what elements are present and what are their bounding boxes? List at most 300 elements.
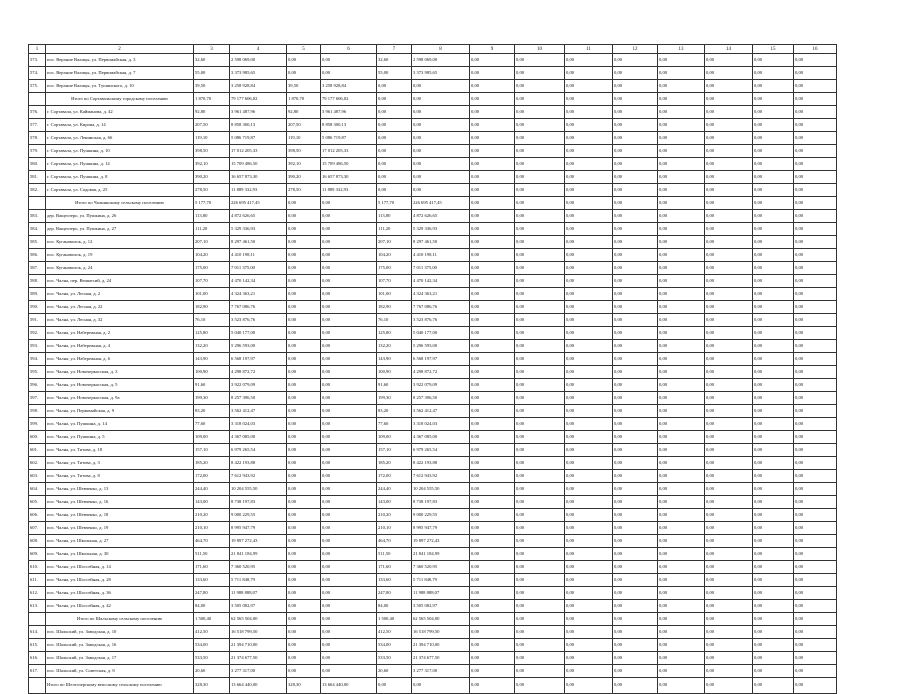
value-cell: 0,00 [705,431,753,444]
value-cell: 3 562 412,47 [230,405,287,418]
value-cell: 207,50 [287,119,321,132]
value-cell: 0,00 [658,119,705,132]
value-cell: 0,00 [658,80,705,93]
value-cell: 13 664 440,00 [230,678,287,694]
value-cell: 0,00 [794,574,837,587]
value-cell: 0,00 [515,353,565,366]
value-cell: 0,00 [613,236,658,249]
value-cell: 77,60 [377,418,412,431]
value-cell: 8 297 461,50 [230,236,287,249]
value-cell: 0,00 [705,678,753,694]
address-cell: пос. Чална, ул. Пушкина, д. 14 [46,418,194,431]
value-cell: 0,00 [613,288,658,301]
value-cell: 0,00 [470,262,515,275]
value-cell: 0,00 [658,67,705,80]
value-cell: 0,00 [321,522,377,535]
value-cell: 0,00 [753,132,794,145]
value-cell: 0,00 [470,158,515,171]
value-cell: 7 612 943,92 [412,470,470,483]
row-number-cell: 579. [29,145,46,158]
value-cell: 0,00 [321,600,377,613]
value-cell: 107,70 [194,275,230,288]
value-cell: 0,00 [470,418,515,431]
table-row [29,171,837,184]
row-number-cell: 615. [29,639,46,652]
value-cell: 0,00 [794,223,837,236]
value-cell: 226 695 417,45 [230,197,287,210]
value-cell: 4 298 872,72 [230,366,287,379]
value-cell: 0,00 [705,418,753,431]
value-cell: 0,00 [613,106,658,119]
value-cell: 207,50 [194,119,230,132]
value-cell: 0,00 [613,665,658,678]
value-cell: 0,00 [470,54,515,67]
table-row [29,600,837,613]
value-cell: 0,00 [705,106,753,119]
value-cell: 0,00 [412,184,470,197]
value-cell: 0,00 [470,171,515,184]
value-cell: 0,00 [470,548,515,561]
value-cell: 7 767 086,76 [412,301,470,314]
value-cell: 0,00 [515,275,565,288]
value-cell: 3 277 317,00 [230,665,287,678]
address-cell: пос. Чална, ул. Пушкина, д. 5 [46,431,194,444]
value-cell: 0,00 [321,639,377,652]
row-number-cell: 595. [29,366,46,379]
row-number-cell: 610. [29,561,46,574]
value-cell: 55,00 [194,67,230,80]
value-cell: 6 568 197,97 [230,353,287,366]
value-cell: 0,00 [321,288,377,301]
row-number-cell: 598. [29,405,46,418]
value-cell: 0,00 [658,223,705,236]
value-cell: 4 367 085,00 [412,431,470,444]
table-row [29,405,837,418]
row-number-cell: 582. [29,184,46,197]
value-cell: 109,00 [194,431,230,444]
value-cell: 0,00 [658,574,705,587]
value-cell: 0,00 [753,470,794,483]
value-cell: 0,00 [565,340,613,353]
table-row [29,522,837,535]
value-cell: 0,00 [658,496,705,509]
table-row [29,392,837,405]
value-cell: 79 177 606,02 [321,93,377,106]
value-cell: 7 011 375,00 [412,262,470,275]
value-cell: 0,00 [565,678,613,694]
value-cell: 55,00 [377,67,412,80]
row-number-cell: 586. [29,249,46,262]
value-cell: 4 470 142,34 [230,275,287,288]
address-cell: дер. Ващеозеро, ул. Пушкина, д. 26 [46,210,194,223]
value-cell: 0,00 [412,158,470,171]
value-cell: 0,00 [658,509,705,522]
address-cell: пос. Чална, ул. Набережная, д. 6 [46,353,194,366]
value-cell: 392,10 [287,158,321,171]
value-cell: 3 523 876,76 [230,314,287,327]
value-cell: 0,00 [794,132,837,145]
table-row [29,496,837,509]
table-row [29,327,837,340]
row-number-cell: 600. [29,431,46,444]
value-cell: 0,00 [515,119,565,132]
value-cell: 0,00 [515,470,565,483]
value-cell: 0,00 [377,678,412,694]
value-cell: 16 518 799,50 [230,626,287,639]
value-cell: 533,50 [377,652,412,665]
value-cell: 0,00 [565,197,613,210]
value-cell: 0,00 [321,275,377,288]
value-cell: 21 374 677,50 [230,652,287,665]
value-cell: 0,00 [794,80,837,93]
table-row [29,236,837,249]
value-cell: 172,00 [377,470,412,483]
value-cell: 0,00 [658,431,705,444]
value-cell: 5 296 593,00 [230,340,287,353]
value-cell: 0,00 [470,600,515,613]
value-cell: 91,60 [377,379,412,392]
table-row [29,106,837,119]
value-cell: 0,00 [470,132,515,145]
value-cell: 4 872 626,65 [412,210,470,223]
value-cell: 0,00 [470,496,515,509]
value-cell: 0,00 [515,379,565,392]
value-cell: 0,00 [794,600,837,613]
value-cell: 0,00 [613,483,658,496]
value-cell: 0,00 [658,405,705,418]
value-cell: 534,00 [194,639,230,652]
value-cell: 0,00 [705,132,753,145]
value-cell: 0,00 [515,548,565,561]
subtotal-label-cell: Итого по Сортавальскому городскому поселению [46,93,194,106]
value-cell: 6 568 197,97 [412,353,470,366]
value-cell: 0,00 [412,119,470,132]
value-cell: 0,00 [753,444,794,457]
row-number-cell: 606. [29,509,46,522]
address-cell: г. Сортавала, ул. Кайманова, д. 42 [46,106,194,119]
value-cell: 0,00 [470,106,515,119]
value-cell: 412,50 [377,626,412,639]
value-cell: 0,00 [470,405,515,418]
value-cell: 0,00 [515,600,565,613]
value-cell: 0,00 [658,379,705,392]
address-cell: пос. Чална, ул. Шоссейная, д. 14 [46,561,194,574]
value-cell: 0,00 [658,184,705,197]
value-cell: 20,60 [377,665,412,678]
value-cell: 0,00 [753,379,794,392]
value-cell: 0,00 [794,314,837,327]
value-cell: 0,00 [565,80,613,93]
address-cell: пос. Куганаволок, д. 19 [46,249,194,262]
value-cell: 0,00 [470,275,515,288]
value-cell: 0,00 [658,106,705,119]
table-row [29,54,837,67]
value-cell: 0,00 [753,665,794,678]
value-cell: 0,00 [658,470,705,483]
row-number-cell: 591. [29,314,46,327]
value-cell: 0,00 [321,561,377,574]
value-cell: 0,00 [658,210,705,223]
value-cell: 0,00 [658,392,705,405]
row-number-cell: 616. [29,652,46,665]
value-cell: 464,70 [377,535,412,548]
table-row [29,366,837,379]
row-number-cell: 576. [29,106,46,119]
value-cell: 0,00 [515,418,565,431]
value-cell: 0,00 [470,119,515,132]
value-cell: 3 505 082,97 [230,600,287,613]
row-number-cell: 575. [29,80,46,93]
value-cell: 0,00 [794,353,837,366]
value-cell: 39,50 [194,80,230,93]
value-cell: 3 373 985,65 [230,67,287,80]
row-number-cell: 583. [29,210,46,223]
value-cell: 226 695 417,45 [412,197,470,210]
value-cell: 3 922 079,09 [230,379,287,392]
value-cell: 175,00 [377,262,412,275]
address-cell: пос. Куганаволок, д. 12 [46,236,194,249]
value-cell: 0,00 [658,314,705,327]
value-cell: 392,10 [194,158,230,171]
value-cell: 0,00 [705,496,753,509]
column-header: 1 [29,45,46,54]
value-cell: 17 012 205,33 [321,145,377,158]
row-number-cell: 601. [29,444,46,457]
value-cell: 0,00 [287,652,321,665]
value-cell: 0,00 [321,548,377,561]
address-cell: пос. Чална, ул. Лесная, д. 22 [46,301,194,314]
value-cell: 2 598 069,00 [230,54,287,67]
value-cell: 0,00 [753,275,794,288]
value-cell: 0,00 [287,392,321,405]
value-cell: 0,00 [470,613,515,626]
value-cell: 143,90 [194,353,230,366]
value-cell: 0,00 [377,106,412,119]
value-cell: 0,00 [565,483,613,496]
value-cell: 0,00 [321,327,377,340]
value-cell: 0,00 [515,444,565,457]
value-cell: 0,00 [377,171,412,184]
value-cell: 171,60 [377,561,412,574]
value-cell: 0,00 [613,405,658,418]
value-cell: 0,00 [705,145,753,158]
value-cell: 0,00 [794,106,837,119]
value-cell: 5 040 177,00 [412,327,470,340]
value-cell: 0,00 [515,392,565,405]
value-cell: 210,10 [194,522,230,535]
value-cell: 0,00 [658,483,705,496]
subtotal-row [29,613,837,626]
value-cell: 0,00 [470,249,515,262]
value-cell: 0,00 [321,379,377,392]
address-cell: пос. Чална, ул. Школьная, д. 27 [46,535,194,548]
table-row [29,626,837,639]
value-cell: 143,90 [377,353,412,366]
row-number-cell: 605. [29,496,46,509]
address-cell: г. Сортавала, ул. Пушкина, д. 10 [46,145,194,158]
value-cell: 20,60 [194,665,230,678]
value-cell: 0,00 [287,535,321,548]
value-cell: 0,00 [613,197,658,210]
value-cell: 0,00 [287,197,321,210]
value-cell: 104,20 [377,249,412,262]
value-cell: 0,00 [412,80,470,93]
value-cell: 0,00 [794,119,837,132]
table-row [29,301,837,314]
value-cell: 0,00 [470,483,515,496]
value-cell: 0,00 [287,275,321,288]
value-cell: 0,00 [705,236,753,249]
value-cell: 0,00 [613,639,658,652]
value-cell: 0,00 [753,353,794,366]
value-cell: 0,00 [321,301,377,314]
value-cell: 0,00 [705,509,753,522]
value-cell: 0,00 [794,249,837,262]
value-cell: 0,00 [470,93,515,106]
value-cell: 0,00 [321,613,377,626]
value-cell: 398,50 [194,145,230,158]
value-cell: 0,00 [287,54,321,67]
value-cell: 0,00 [613,366,658,379]
value-cell: 0,00 [613,600,658,613]
value-cell: 0,00 [287,626,321,639]
value-cell: 511,50 [194,548,230,561]
value-cell: 0,00 [658,522,705,535]
value-cell: 0,00 [613,93,658,106]
value-cell: 0,00 [287,249,321,262]
value-cell: 0,00 [753,587,794,600]
value-cell: 0,00 [515,184,565,197]
value-cell: 0,00 [705,262,753,275]
value-cell: 0,00 [613,418,658,431]
address-cell: пос. Чална, ул. Набережная, д. 2 [46,327,194,340]
value-cell: 0,00 [658,262,705,275]
value-cell: 247,80 [194,587,230,600]
value-cell: 4 367 085,00 [230,431,287,444]
value-cell: 0,00 [321,392,377,405]
table-row [29,262,837,275]
value-cell: 0,00 [377,132,412,145]
value-cell: 132,20 [194,340,230,353]
value-cell: 107,70 [377,275,412,288]
value-cell: 0,00 [613,223,658,236]
value-cell: 11 988 888,07 [230,587,287,600]
value-cell: 0,00 [377,93,412,106]
value-cell: 0,00 [470,223,515,236]
value-cell: 0,00 [658,145,705,158]
value-cell: 0,00 [565,171,613,184]
row-number-cell: 613. [29,600,46,613]
value-cell: 0,00 [321,353,377,366]
value-cell: 0,00 [794,587,837,600]
value-cell: 328,30 [287,678,321,694]
value-cell: 278,50 [194,184,230,197]
value-cell: 0,00 [515,223,565,236]
value-cell: 76,10 [377,314,412,327]
value-cell: 0,00 [515,431,565,444]
value-cell: 0,00 [565,301,613,314]
value-cell: 0,00 [613,119,658,132]
value-cell: 0,00 [794,665,837,678]
value-cell: 0,00 [613,54,658,67]
value-cell: 8 422 193,88 [412,457,470,470]
value-cell: 39,50 [287,80,321,93]
value-cell: 0,00 [321,496,377,509]
value-cell: 0,00 [515,158,565,171]
value-cell: 0,00 [705,275,753,288]
value-cell: 0,00 [753,145,794,158]
value-cell: 8 422 193,88 [230,457,287,470]
value-cell: 1 500,40 [377,613,412,626]
value-cell: 0,00 [515,327,565,340]
address-cell: г. Сортавала, ул. Пушкина, д. 8 [46,171,194,184]
address-cell: г. Сортавала, ул. Ленинская, д. 66 [46,132,194,145]
value-cell: 0,00 [753,314,794,327]
row-number-cell: 589. [29,288,46,301]
value-cell: 0,00 [658,236,705,249]
value-cell: 0,00 [705,535,753,548]
table-row [29,574,837,587]
value-cell: 157,10 [194,444,230,457]
value-cell: 0,00 [613,80,658,93]
column-header: 10 [515,45,565,54]
value-cell: 3 562 412,47 [412,405,470,418]
value-cell: 0,00 [565,652,613,665]
value-cell: 0,00 [705,301,753,314]
table-row [29,509,837,522]
value-cell: 0,00 [753,184,794,197]
value-cell: 3 258 928,84 [321,80,377,93]
value-cell: 7 612 943,92 [230,470,287,483]
value-cell: 0,00 [412,106,470,119]
value-cell: 0,00 [565,496,613,509]
value-cell: 3 277 317,00 [412,665,470,678]
value-cell: 0,00 [287,379,321,392]
column-header: 4 [230,45,287,54]
value-cell: 0,00 [565,119,613,132]
value-cell: 0,00 [794,67,837,80]
value-cell: 21 841 184,99 [412,548,470,561]
table-row [29,418,837,431]
value-cell: 0,00 [287,262,321,275]
value-cell: 0,00 [470,301,515,314]
value-cell: 511,50 [377,548,412,561]
row-number-cell: 581. [29,171,46,184]
value-cell: 0,00 [470,327,515,340]
value-cell: 0,00 [613,548,658,561]
row-number-cell: 573. [29,54,46,67]
value-cell: 0,00 [515,262,565,275]
value-cell: 10 204 555,50 [230,483,287,496]
table-row [29,184,837,197]
value-cell: 62 565 504,00 [412,613,470,626]
value-cell: 9 000 229,55 [412,509,470,522]
value-cell: 0,00 [321,210,377,223]
value-cell: 0,00 [287,314,321,327]
value-cell: 0,00 [658,535,705,548]
value-cell: 0,00 [287,561,321,574]
value-cell: 0,00 [515,678,565,694]
value-cell: 0,00 [705,249,753,262]
value-cell: 0,00 [753,418,794,431]
value-cell: 398,50 [287,145,321,158]
value-cell: 0,00 [794,509,837,522]
table-row [29,158,837,171]
value-cell: 84,00 [194,600,230,613]
value-cell: 0,00 [658,600,705,613]
table-row [29,444,837,457]
value-cell: 247,80 [377,587,412,600]
